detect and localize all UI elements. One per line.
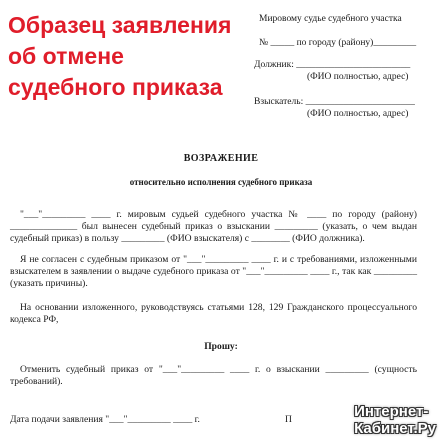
sample-banner	[8, 10, 248, 103]
creditor-line: Взыскатель: _______________________	[254, 97, 415, 107]
watermark-line-1: Интернет-	[354, 403, 429, 420]
creditor-hint: (ФИО полностью, адрес)	[307, 109, 409, 119]
banner-line-1: Образец заявления	[8, 12, 232, 38]
request-text: Отменить судебный приказ от "___"_________ ____ г. о взыскании _________ (сущность требований).	[10, 364, 417, 387]
request-heading: Прошу:	[204, 341, 238, 352]
banner-line-2: об отмене	[8, 43, 124, 69]
signature-line: П	[285, 414, 292, 425]
debtor-line: Должник: ________________________	[254, 60, 411, 70]
paragraph-order-info: "___"_________ ____ г. мировым судьей судебного участка № ____ по городу (району) ______________ был вынесен судебный приказ о взыскании _________ (указать, о чем выдан судебный приказ) в пользу _________ (ФИО взыскателя) с ________ (ФИО должника).	[10, 209, 417, 244]
document-title: ВОЗРАЖЕНИЕ	[183, 153, 259, 164]
banner-line-3: судебного приказа	[8, 74, 223, 100]
paragraph-legal-basis: На основании изложенного, руководствуясь статьями 128, 129 Гражданского процессуального кодекса РФ,	[10, 302, 417, 325]
paragraph-disagreement: Я не согласен с судебным приказом от "___"_________ ____ г. и с требованиями, изложенными взыскателем в заявлении о выдаче судебного приказа от "___"_________ ____ г., так как _________ (указать причины).	[10, 254, 417, 289]
debtor-hint: (ФИО полностью, адрес)	[307, 72, 409, 82]
filing-date-line: Дата подачи заявления "___"_________ ____ г.	[10, 414, 200, 425]
addressee-line: Мировому судье судебного участка	[259, 14, 402, 24]
document-subtitle: относительно исполнения судебного приказа	[129, 177, 313, 187]
site-watermark	[354, 403, 436, 437]
district-line: № _____ по городу (району)_________	[259, 38, 417, 48]
watermark-line-2: Кабинет.Ру	[354, 420, 436, 437]
